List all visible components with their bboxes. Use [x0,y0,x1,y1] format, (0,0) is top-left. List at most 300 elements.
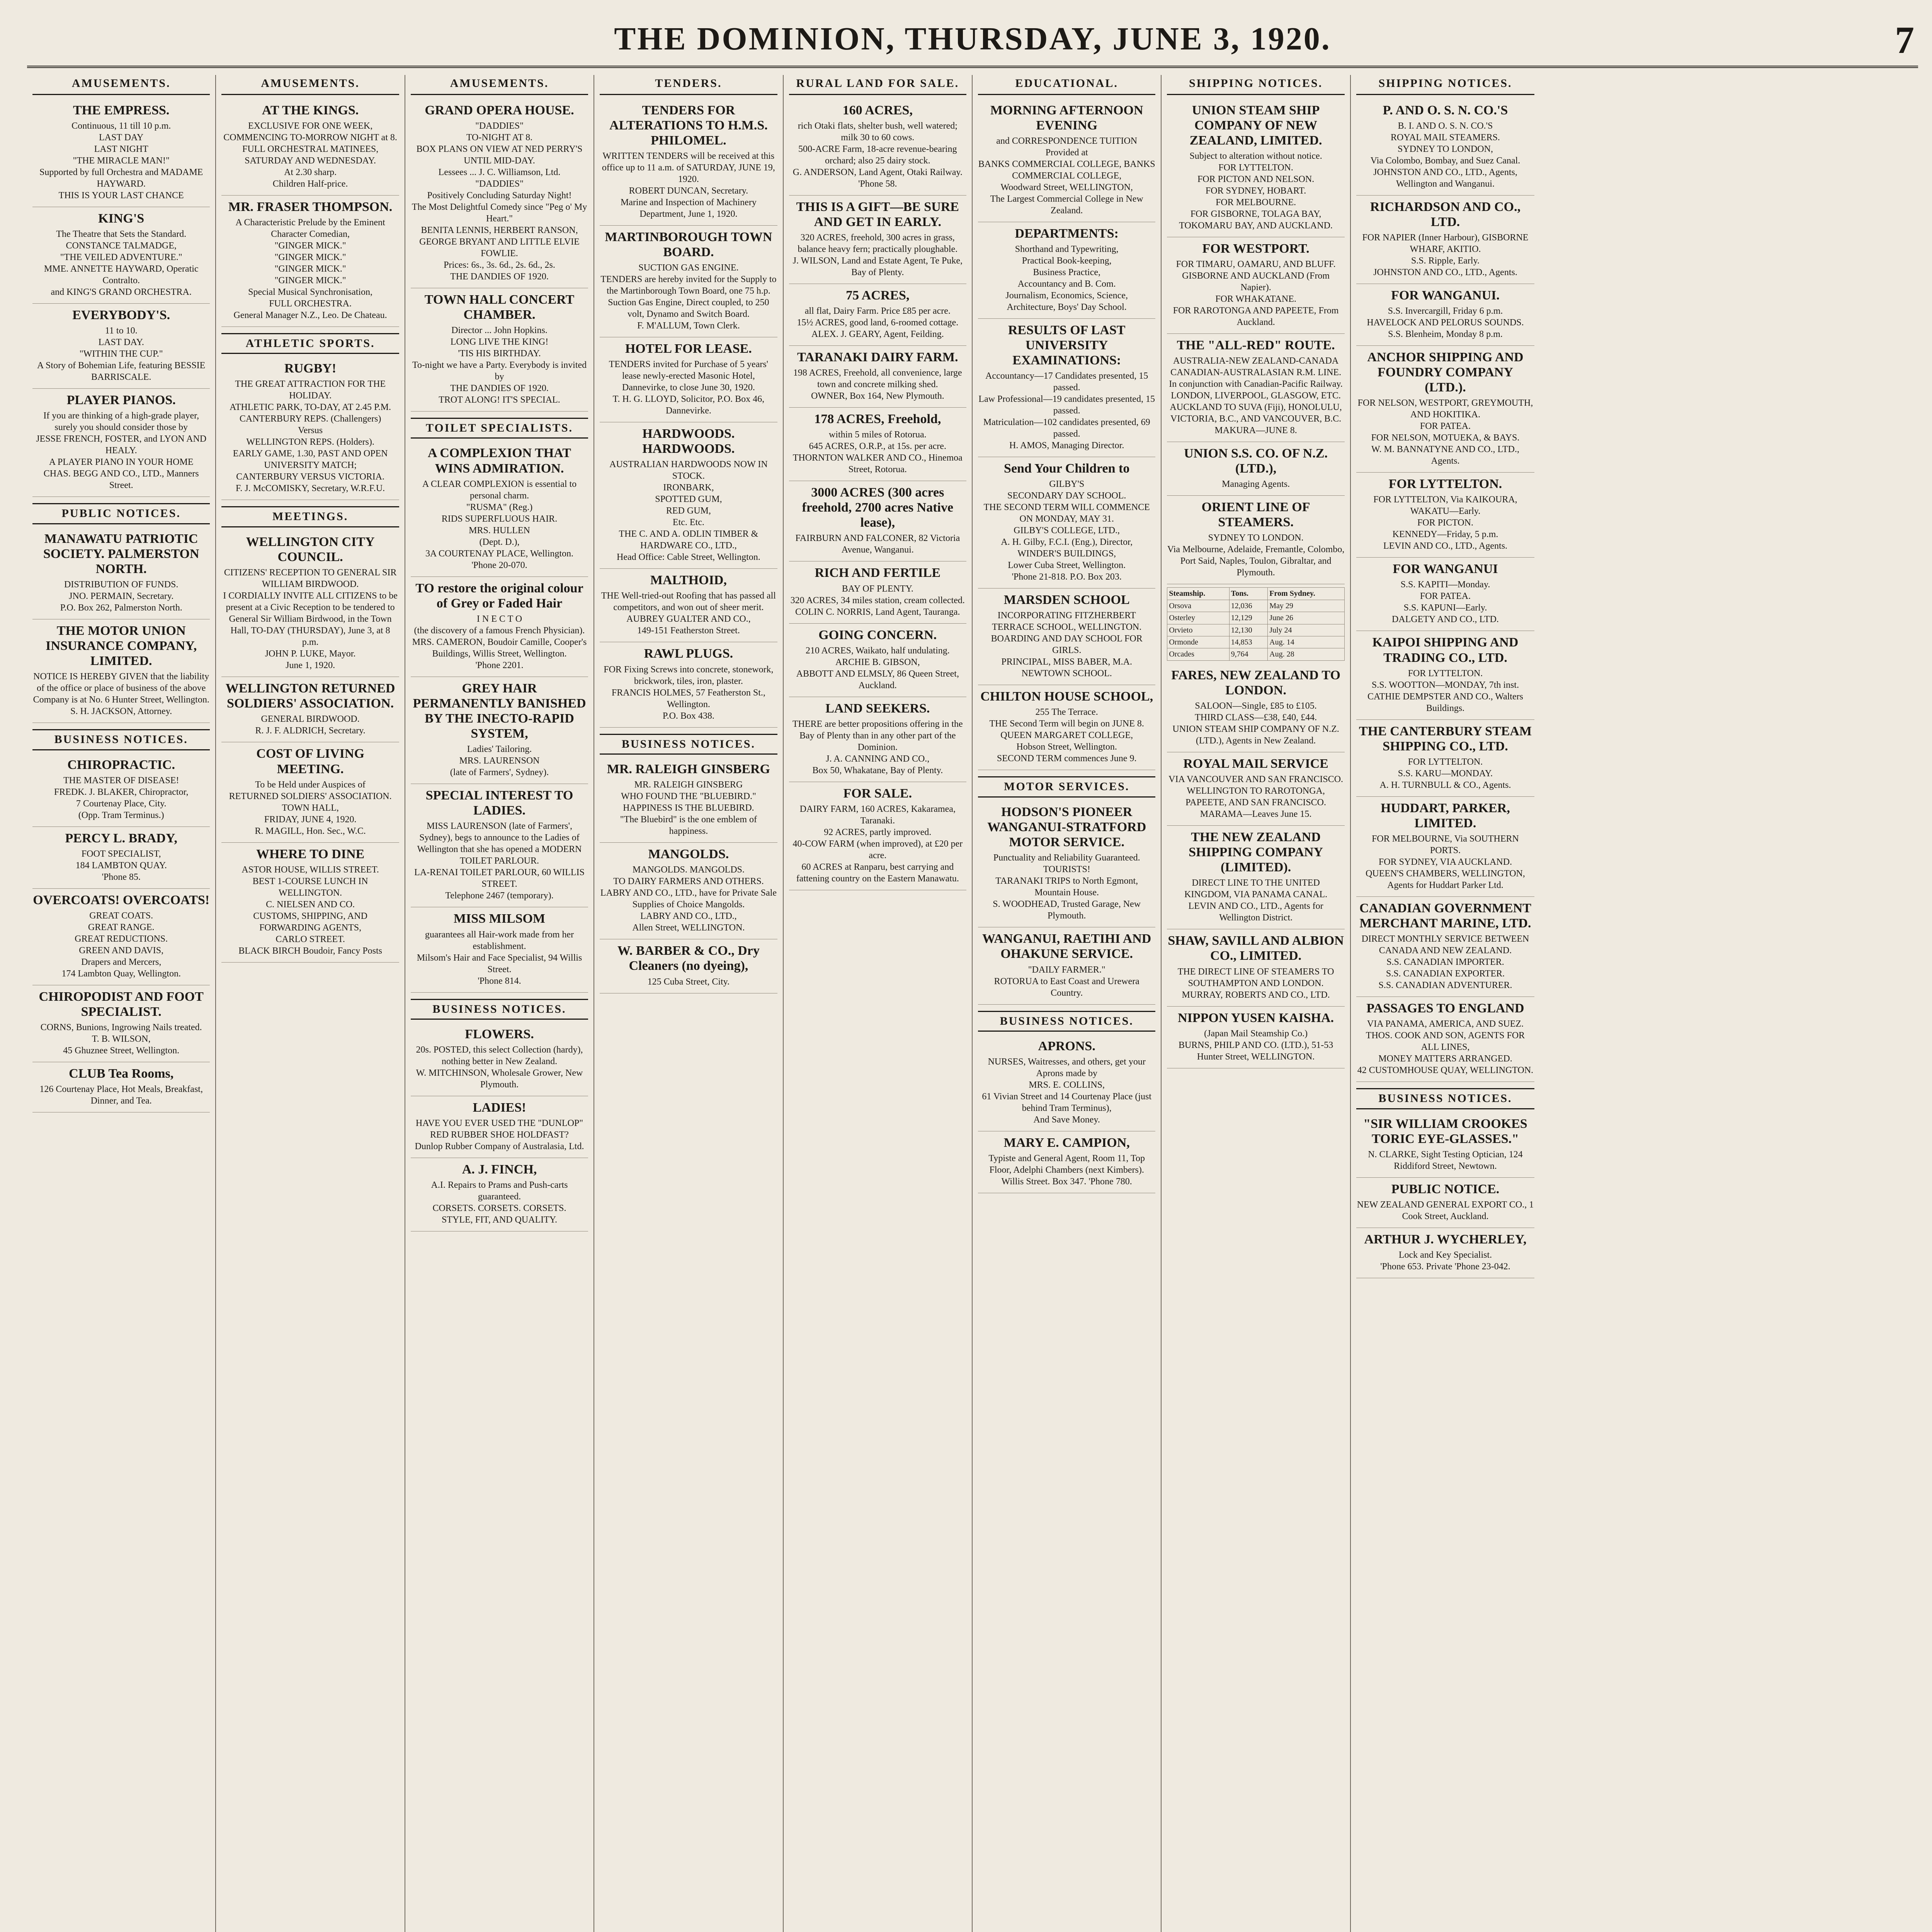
ad-line: CUSTOMS, SHIPPING, AND FORWARDING AGENTS, [253,911,367,933]
ad-line: Lower Cuba Street, Wellington. [1008,560,1126,571]
ad-line: JOHNSTON AND CO., LTD., Agents, Wellington and Wanganui. [1373,167,1517,189]
ad-line: rich Otaki flats, shelter bush, well watered; milk 30 to 60 cows. [798,121,957,143]
ad-title: HUDDART, PARKER, LIMITED. [1381,801,1510,830]
ad-line: MONEY MATTERS ARRANGED. [1378,1054,1512,1064]
advertisement [978,685,1155,770]
ad-line: "DADDIES" [475,179,524,189]
table-header-cell: From Sydney. [1268,588,1345,600]
ad-title: FLOWERS. [465,1027,534,1042]
ad-title: ROYAL MAIL SERVICE [1183,756,1328,771]
ad-line: THE DANDIES OF 1920. [450,383,549,393]
ad-line: SECONDARY DAY SCHOOL. [1007,491,1126,501]
ad-line: Marine and Inspection of Machinery Department, June 1, 1920. [620,197,757,219]
ad-line: STYLE, FIT, AND QUALITY. [441,1215,558,1225]
columns-grid [27,75,1918,1932]
ad-line: (the discovery of a famous French Physician). [414,625,585,636]
ad-line: Subject to alteration without notice. [1189,151,1322,161]
advertisement [1356,1112,1534,1178]
ad-line: EARLY GAME, 1.30, PAST AND OPEN UNIVERSITY MATCH; [233,449,388,471]
advertisement [411,784,588,907]
ad-line: ROYAL MAIL STEAMERS. [1391,132,1500,143]
ad-line: Prices: 6s., 3s. 6d., 2s. 6d., 2s. [444,260,555,270]
ad-line: Practical Book-keeping, [1022,255,1112,266]
ad-title: LAND SEEKERS. [825,701,930,716]
advertisement [789,196,966,284]
ad-line: MANGOLDS. MANGOLDS. [632,865,745,875]
ad-title: APRONS. [1038,1039,1095,1054]
ad-line: R. J. F. ALDRICH, Secretary. [255,726,366,736]
ad-line: DALGETY AND CO., LTD. [1392,614,1499,625]
advertisement [411,907,588,992]
ad-line: BAY OF PLENTY. [842,583,913,594]
ad-title: PLAYER PIANOS. [66,393,176,407]
ad-title: HOTEL FOR LEASE. [625,342,752,356]
ad-line: FAIRBURN AND FALCONER, 82 Victoria Avenue, Wanganui. [795,533,960,555]
advertisement [1356,346,1534,473]
advertisement [32,619,210,723]
ad-line: TO DAIRY FARMERS AND OTHERS. [613,876,764,887]
ad-line: UNION STEAM SHIP COMPANY OF N.Z. (LTD.), Agents in New Zealand. [1172,724,1339,746]
ad-line: SECOND TERM commences June 9. [997,753,1137,764]
ad-line: within 5 miles of Rotorua. [828,430,927,440]
ad-line: Via Colombo, Bombay, and Suez Canal. [1370,155,1520,166]
ad-line: "RUSMA" (Reg.) [466,502,533,512]
ad-line: KENNEDY—Friday, 5 p.m. [1392,529,1498,540]
advertisement [600,642,777,727]
advertisement [1167,752,1344,826]
ad-line: BLACK BIRCH Boudoir, Fancy Posts [238,946,382,956]
advertisement [411,442,588,577]
ad-line: "WITHIN THE CUP." [79,349,163,359]
ad-title: W. BARBER & CO., Dry Cleaners (no dyeing), [617,944,760,973]
table-row [1167,600,1344,612]
advertisement [32,827,210,889]
advertisement [1356,720,1534,797]
ad-line: W. MITCHINSON, Wholesale Grower, New Plymouth. [416,1068,583,1090]
ad-line: MURRAY, ROBERTS AND CO., LTD. [1182,990,1330,1000]
advertisement [411,1023,588,1096]
advertisement [1356,631,1534,719]
ad-line: all flat, Dairy Farm. Price £85 per acre. [804,306,951,316]
advertisement [1356,99,1534,196]
ad-line: 3A COURTENAY PLACE, Wellington. [425,548,574,559]
ad-line: Accountancy and B. Com. [1017,279,1116,289]
ad-line: 15½ ACRES, good land, 6-roomed cottage. [797,317,959,328]
advertisement [978,319,1155,457]
table-row [1167,648,1344,660]
advertisement [221,677,399,742]
ad-line: 'Phone 20-070. [471,560,527,570]
ad-title: MANGOLDS. [648,847,729,862]
ad-title: P. AND O. S. N. CO.'S [1383,103,1508,117]
ad-line: INCORPORATING FITZHERBERT TERRACE SCHOOL, WELLINGTON. [992,611,1142,633]
ad-line: 40-COW FARM (when improved), at £20 per acre. [793,838,963,861]
table-cell: Orvieto [1167,624,1229,636]
ad-title: MARSDEN SCHOOL [1003,593,1130,607]
ad-title: MISS MILSOM [453,912,546,926]
ad-title: NIPPON YUSEN KAISHA. [1178,1010,1334,1025]
ad-line: J. WILSON, Land and Estate Agent, Te Puke, Bay of Plenty. [793,255,963,277]
ad-title: "SIR WILLIAM CROOKES TORIC EYE-GLASSES." [1363,1116,1527,1146]
newspaper-column [594,75,783,1932]
ad-line: FOR SYDNEY, VIA AUCKLAND. [1378,857,1512,867]
table-cell: Orsova [1167,600,1229,612]
ad-line: I N E C T O [476,614,522,624]
advertisement [1356,797,1534,897]
table-cell: 12,036 [1229,600,1268,612]
ad-line: Via Melbourne, Adelaide, Fremantle, Colombo, Port Said, Naples, Toulon, Gibraltar, and Plymouth. [1167,544,1345,578]
ad-line: A.I. Repairs to Prams and Push-carts guaranteed. [431,1180,568,1202]
ad-line: HAVE YOU EVER USED THE "DUNLOP" RED RUBBER SHOE HOLDFAST? [415,1118,583,1140]
ad-line: ARCHIE B. GIBSON, [835,657,920,667]
ad-title: DEPARTMENTS: [1015,226,1119,241]
ad-line: 149-151 Featherston Street. [637,626,740,636]
ad-title: EVERYBODY'S. [72,308,170,322]
advertisement [411,677,588,784]
table-header-cell: Steamship. [1167,588,1229,600]
ad-line: THE DANDIES OF 1920. [450,271,549,282]
ad-title: KAIPOI SHIPPING AND TRADING CO., LTD. [1372,635,1519,665]
ad-line: EXCLUSIVE FOR ONE WEEK, COMMENCING TO-MORROW NIGHT at 8. [223,121,397,143]
ad-line: "DAILY FARMER." [1028,964,1105,975]
advertisement [978,99,1155,222]
table-cell: Aug. 28 [1268,648,1345,660]
ad-line: CORNS, Bunions, Ingrowing Nails treated. [40,1022,202,1033]
newspaper-column [1162,75,1350,1932]
ad-line: In conjunction with Canadian-Pacific Railway. [1169,379,1343,389]
ad-line: To-night we have a Party. Everybody is invited by [412,360,587,382]
ad-title: ORIENT LINE OF STEAMERS. [1201,500,1310,530]
advertisement [1356,196,1534,284]
ad-line: VIA PANAMA, AMERICA, AND SUEZ. [1367,1019,1524,1029]
ad-line: WELLINGTON TO RAROTONGA, PAPEETE, AND SAN FRANCISCO. [1185,786,1327,808]
ad-line: HAPPINESS IS THE BLUEBIRD. [623,803,754,813]
ad-title: THE NEW ZEALAND SHIPPING COMPANY (LIMITED). [1189,830,1323,875]
ad-title: UNION S.S. CO. OF N.Z. (LTD.), [1184,446,1328,476]
section-header: BUSINESS NOTICES. [1356,1088,1534,1109]
column-header: RURAL LAND FOR SALE. [789,75,966,95]
ad-title: RICH AND FERTILE [815,566,941,580]
ad-line: 11 to 10. [105,325,138,336]
section-header: PUBLIC NOTICES. [32,503,210,524]
ad-line: 320 ACRES, 34 miles station, cream collected. [790,595,965,605]
ad-line: A PLAYER PIANO IN YOUR HOME [49,457,194,467]
ad-line: WRITTEN TENDERS will be received at this office up to 11 a.m. of SATURDAY, JUNE 19, 1920. [602,151,775,184]
ad-line: Allen Street, WELLINGTON. [632,923,745,933]
ad-title: TARANAKI DAIRY FARM. [797,350,958,364]
ad-line: B. I. AND O. S. N. CO.'S [1398,121,1493,131]
newspaper-column [973,75,1162,1932]
ad-title: OVERCOATS! OVERCOATS! [33,893,210,907]
ad-line: I CORDIALLY INVITE ALL CITIZENS to be present at a Civic Reception to be tendered to General Sir William Birdwood, in the Town Hall, TO-DAY (THURSDAY), June 3, at 8 p.m. [223,591,398,648]
ad-title: A COMPLEXION THAT WINS ADMIRATION. [428,446,571,476]
ad-line: (late of Farmers', Sydney). [450,767,549,778]
ad-line: FOR NAPIER (Inner Harbour), GISBORNE WHARF, AKITIO. [1362,232,1529,254]
ad-line: MRS. CAMERON, Boudoir Camille, Cooper's Buildings, Willis Street, Wellington. [412,637,587,659]
ad-title: THE CANTERBURY STEAM SHIPPING CO., LTD. [1359,724,1532,753]
ad-line: "DADDIES" [475,121,524,131]
advertisement [1356,897,1534,997]
ad-line: THE Second Term will begin on JUNE 8. [989,719,1144,729]
table-row [1167,636,1344,648]
ad-line: "THE VEILED ADVENTURE." [60,252,182,262]
advertisement [978,457,1155,588]
ad-line: AUSTRALIAN HARDWOODS NOW IN STOCK. [609,459,768,481]
ad-line: GREAT REDUCTIONS. [75,934,168,944]
ad-line: S.S. KAPITI—Monday. [1400,580,1490,590]
ad-line: FOR Fixing Screws into concrete, stonework, brickwork, tiles, iron, plaster. [604,664,774,686]
ad-line: S.S. KARU—MONDAY. [1398,768,1493,779]
ad-title: WHERE TO DINE [256,847,365,861]
ad-line: FULL ORCHESTRAL MATINEES, SATURDAY AND WEDNESDAY. [242,144,379,166]
ad-line: FOR SYDNEY, HOBART. [1205,185,1306,196]
ad-title: ANCHOR SHIPPING AND FOUNDRY COMPANY (LTD.). [1367,350,1524,395]
advertisement [1356,1228,1534,1278]
ad-line: P.O. Box 438. [662,711,714,721]
ad-line: Dunlop Rubber Company of Australasia, Ltd. [415,1141,584,1152]
ad-title: PERCY L. BRADY, [65,831,177,845]
advertisement [789,697,966,782]
ad-line: DAIRY FARM, 160 ACRES, Kakaramea, Taranaki. [799,804,956,826]
ad-line: CATHIE DEMPSTER AND CO., Walters Buildings. [1367,691,1523,713]
ad-title: MARTINBOROUGH TOWN BOARD. [605,230,772,259]
ad-line: S. WOODHEAD, Trusted Garage, New Plymouth. [993,899,1141,921]
ad-line: FOR LYTTELTON, Via KAIKOURA, WAKATU—Early. [1373,495,1517,517]
ad-line: FOR RAROTONGA AND PAPEETE, From Auckland. [1173,305,1339,327]
ad-line: CANTERBURY REPS. (Challengers) [239,414,381,424]
advertisement [411,288,588,412]
ad-line: FOR LYTTELTON. [1408,668,1483,679]
ad-line: CHAS. BEGG AND CO., LTD., Manners Street. [43,468,199,490]
ad-line: LABRY AND CO., LTD., have for Private Sale Supplies of Choice Mangolds. [600,888,777,910]
ad-line: Children Half-price. [272,179,348,189]
advertisement [411,99,588,288]
ad-line: Lock and Key Specialist. [1398,1250,1492,1260]
section-header: BUSINESS NOTICES. [411,999,588,1020]
ad-line: TENDERS invited for Purchase of 5 years' lease newly-erected Masonic Hotel, Dannevirke, to close June 30, 1920. [609,359,768,393]
ad-line: LONG LIVE THE KING! [450,337,549,347]
ad-title: SHAW, SAVILL AND ALBION CO., LIMITED. [1168,934,1344,963]
ad-line: "THE MIRACLE MAN!" [73,155,170,166]
ad-line: ROBERT DUNCAN, Secretary. [629,185,748,196]
ad-title: THE MOTOR UNION INSURANCE COMPANY, LIMITED. [46,623,197,668]
newspaper-column [784,75,973,1932]
ad-line: MAKURA—JUNE 8. [1214,425,1297,436]
ad-line: LAST DAY. [98,337,144,347]
ad-line: RIDS SUPERFLUOUS HAIR. [441,514,558,524]
advertisement [789,346,966,408]
ad-title: WANGANUI, RAETIHI AND OHAKUNE SERVICE. [982,932,1151,961]
table-cell: July 24 [1268,624,1345,636]
advertisement [600,99,777,226]
table-row [1167,624,1344,636]
advertisement [600,939,777,993]
advertisement [32,99,210,207]
ad-line: LEVIN AND CO., LTD., Agents for Wellington District. [1188,901,1323,923]
column-header: TENDERS. [600,75,777,95]
ad-line: THE GREAT ATTRACTION FOR THE HOLIDAY. [235,379,386,401]
ad-title: COST OF LIVING MEETING. [256,747,364,776]
ad-title: RUGBY! [284,361,337,376]
ad-line: S.S. CANADIAN ADVENTURER. [1378,980,1512,991]
ad-line: To be Held under Auspices of [255,779,366,790]
ad-line: MISS LAURENSON (late of Farmers', Sydney), begs to announce to the Ladies of Wellington that she has opened a MODERN TOILET PARLOUR. [417,821,582,866]
ad-line: THOS. COOK AND SON, AGENTS FOR ALL LINES, [1366,1031,1525,1053]
ad-line: 'TIS HIS BIRTHDAY. [458,348,541,359]
ad-line: ALEX. J. GEARY, Agent, Feilding. [811,329,944,339]
table-header-cell: Tons. [1229,588,1268,600]
ad-line: BEST 1-COURSE LUNCH IN WELLINGTON. [252,876,368,898]
ad-line: A Characteristic Prelude by the Eminent Character Comedian, [235,217,385,239]
ad-line: JOHNSTON AND CO., LTD., Agents. [1373,267,1517,277]
ad-title: HARDWOODS. HARDWOODS. [642,427,735,456]
ad-title: A. J. FINCH, [462,1162,537,1177]
ad-title: CHIROPODIST AND FOOT SPECIALIST. [39,990,204,1019]
advertisement [1167,496,1344,584]
newspaper-title: THE DOMINION, THURSDAY, JUNE 3, 1920. [614,21,1331,57]
advertisement [1167,929,1344,1006]
ad-line: FOR LYTTELTON. [1218,162,1293,173]
ad-line: PRINCIPAL, MISS BABER, M.A. [1001,657,1132,667]
ad-line: Head Office: Cable Street, Wellington. [617,552,760,563]
ad-line: C. NIELSEN AND CO. [266,899,355,910]
ad-title: AT THE KINGS. [262,103,359,117]
advertisement [978,801,1155,927]
ad-title: GRAND OPERA HOUSE. [425,103,574,117]
ad-line: June 1, 1920. [286,660,335,671]
advertisement [1167,237,1344,334]
advertisement [221,843,399,963]
section-header: TOILET SPECIALISTS. [411,418,588,439]
ad-line: MARAMA—Leaves June 15. [1200,809,1312,820]
column-header: AMUSEMENTS. [32,75,210,95]
ad-line: Provided at [1045,147,1088,158]
advertisement [32,527,210,619]
ad-title: UNION STEAM SHIP COMPANY OF NEW ZEALAND, LIMITED. [1189,103,1322,148]
advertisement [789,561,966,623]
advertisement [600,226,777,337]
ad-line: The Theatre that Sets the Standard. [56,229,187,239]
ad-line: F. M'ALLUM, Town Clerk. [637,321,740,331]
ad-line: Telephone 2467 (temporary). [445,891,554,901]
ad-title: RESULTS OF LAST UNIVERSITY EXAMINATIONS: [1008,323,1126,368]
advertisement [789,99,966,196]
ad-line: FOR PICTON. [1417,518,1473,528]
ad-title: FOR LYTTELTON. [1388,477,1502,492]
ad-line: MRS. LAURENSON [459,756,540,766]
column-header: AMUSEMENTS. [411,75,588,95]
ad-line: 174 Lambton Quay, Wellington. [61,969,181,979]
ad-line: A. H. TURNBULL & CO., Agents. [1379,780,1511,790]
ad-line: LAST DAY [99,132,144,143]
ad-line: 126 Courtenay Place, Hot Meals, Breakfast, Dinner, and Tea. [39,1084,203,1106]
newspaper-column [1351,75,1540,1932]
ad-line: 'Phone 2201. [475,660,524,670]
ad-line: LONDON, LIVERPOOL, GLASGOW, ETC. [1171,391,1341,401]
ad-line: Journalism, Economics, Science, [1005,290,1128,301]
ad-title: KING'S [98,211,145,226]
advertisement [221,742,399,842]
ad-line: THE SECOND TERM WILL COMMENCE ON MONDAY, MAY 31. [983,502,1150,524]
advertisement [1356,473,1534,558]
ad-line: 'Phone 814. [478,976,521,986]
table-cell: Osterley [1167,612,1229,624]
ad-line: THE C. AND A. ODLIN TIMBER & HARDWARE CO., LTD., [619,529,759,551]
ad-line: JESSE FRENCH, FOSTER, and LYON AND HEALY. [36,434,207,456]
ad-line: At 2.30 sharp. [284,167,337,177]
ad-line: GILBY'S [1049,479,1085,490]
ad-line: FRANCIS HOLMES, 57 Featherston St., Wellington. [611,687,765,709]
ad-line: The Largest Commercial College in New Zealand. [990,194,1143,216]
ad-line: Lessees ... J. C. Williamson, Ltd. [438,167,561,177]
ad-title: FOR SALE. [843,786,912,801]
advertisement [1167,826,1344,929]
table-cell: June 26 [1268,612,1345,624]
newspaper-column [27,75,216,1932]
advertisement [221,357,399,500]
advertisement [789,624,966,697]
ad-line: FOR PATEA. [1420,421,1471,432]
ad-title: THIS IS A GIFT—BE SURE AND GET IN EARLY. [796,199,959,229]
ad-line: 320 ACRES, freehold, 300 acres in grass, balance heavy fern; practically ploughable. [798,232,958,254]
ad-line: Milsom's Hair and Face Specialist, 94 Willis Street. [417,952,582,975]
ad-title: MORNING AFTERNOON EVENING [990,103,1143,133]
ad-line: N. CLARKE, Sight Testing Optician, 124 Riddiford Street, Newtown. [1368,1150,1523,1172]
ad-line: A. H. Gilby, F.C.I. (Eng.), Director, [1001,537,1133,548]
ad-line: DIRECT LINE TO THE UNITED KINGDOM, VIA PANAMA CANAL. [1184,878,1328,900]
ad-line: WINDER'S BUILDINGS, [1017,549,1116,559]
ad-line: Woodward Street, WELLINGTON, [1000,182,1133,192]
ad-line: 125 Cuba Street, City. [647,976,730,987]
ad-line: and KING'S GRAND ORCHESTRA. [51,287,192,297]
ad-line: P.O. Box 262, Palmerston North. [60,602,182,613]
advertisement [221,196,399,327]
advertisement [1356,284,1534,346]
ad-line: S.S. Invercargill, Friday 6 p.m. [1388,306,1503,316]
ad-line: 45 Ghuznee Street, Wellington. [63,1046,180,1056]
ad-line: "GINGER MICK." [274,275,346,286]
ad-line: BURNS, PHILP AND CO. (LTD.), 51-53 Hunter Street, WELLINGTON. [1178,1040,1333,1062]
table-cell: Aug. 14 [1268,636,1345,648]
ad-line: CARLO STREET. [276,934,345,944]
ad-line: Law Professional—19 candidates presented, 15 passed. [978,394,1155,416]
ad-line: 'Phone 653. Private 'Phone 23-042. [1380,1262,1510,1272]
section-header: ATHLETIC SPORTS. [221,333,399,354]
ad-line: 645 ACRES, O.R.P., at 15s. per acre. [809,441,946,452]
ad-line: Managing Agents. [1222,479,1290,490]
ad-line: S.S. KAPUNI—Early. [1403,603,1487,613]
ad-title: FOR WANGANUI [1393,562,1498,577]
ad-line: TROT ALONG! IT'S SPECIAL. [439,395,560,405]
ad-title: Send Your Children to [1004,461,1130,476]
ad-title: THE "ALL-RED" ROUTE. [1177,338,1335,352]
ad-line: THIRD CLASS—£38, £40, £44. [1195,712,1317,723]
ad-title: MANAWATU PATRIOTIC SOCIETY. PALMERSTON NORTH. [43,531,199,576]
advertisement [1356,1178,1534,1228]
ad-line: NOTICE IS HEREBY GIVEN that the liability of the office or place of business of the above Company is at No. 6 Hunter Street, Wellington. [33,672,209,705]
ad-line: FOR PICTON AND NELSON. [1197,174,1315,184]
table-cell: Orcades [1167,648,1229,660]
ad-title: GREY HAIR PERMANENTLY BANISHED BY THE INECTO-RAPID SYSTEM, [413,681,586,741]
ad-line: Versus [298,425,323,436]
ad-line: GISBORNE AND AUCKLAND (From Napier). [1182,270,1330,293]
ad-line: 60 ACRES at Ranparu, best carrying and fattening country on the Eastern Manawatu. [796,862,959,884]
ad-line: LAST NIGHT [94,144,148,154]
ad-line: NEW ZEALAND GENERAL EXPORT CO., 1 Cook Street, Auckland. [1357,1200,1534,1222]
ad-line: And Save Money. [1033,1115,1100,1125]
ad-line: FULL ORCHESTRA. [269,298,352,309]
advertisement [32,753,210,827]
